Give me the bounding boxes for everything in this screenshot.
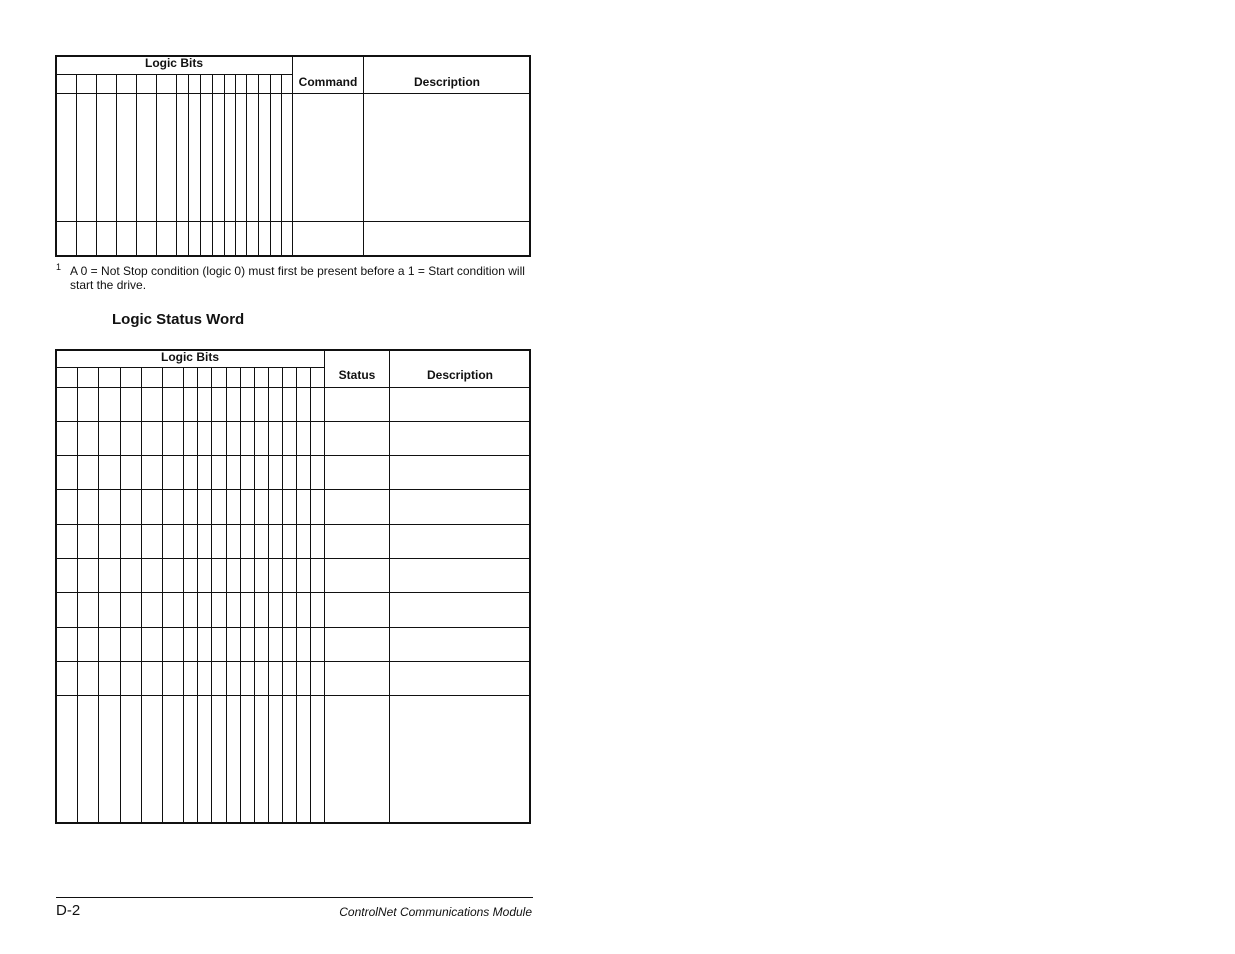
command-table-bit-column-rule — [224, 74, 225, 256]
status-table-row-rule — [56, 524, 530, 525]
status-table-bit-column-rule — [77, 367, 78, 823]
page-number: D-2 — [56, 902, 81, 919]
status-table-row-rule — [56, 661, 530, 662]
footnote-text: A 0 = Not Stop condition (logic 0) must first be present before a 1 = Start condition will start the drive. — [70, 264, 525, 292]
status-table-row-rule — [56, 489, 530, 490]
status-table-row-rule — [56, 558, 530, 559]
command-table-bit-column-rule — [258, 74, 259, 256]
command-table-description-header: Description — [413, 75, 480, 89]
status-table-bits-header-rule — [56, 367, 325, 368]
status-table-row-rule — [56, 455, 530, 456]
command-table-bit-column-rule — [188, 74, 189, 256]
command-table-bit-column-rule — [270, 74, 271, 256]
status-table-bit-column-rule — [98, 367, 99, 823]
status-table-row-rule — [56, 421, 530, 422]
command-table-bit-column-rule — [76, 74, 77, 256]
command-table-bit-column-rule — [235, 74, 236, 256]
status-table-bit-column-rule — [310, 367, 311, 823]
status-table-bit-column-rule — [120, 367, 121, 823]
command-table-bit-column-rule — [176, 74, 177, 256]
status-table-bit-column-rule — [240, 367, 241, 823]
status-table-status-header: Status — [338, 368, 376, 382]
status-table-bit-column-rule — [268, 367, 269, 823]
command-table-row-rule — [56, 221, 530, 222]
command-table-bit-column-rule — [156, 74, 157, 256]
status-table-description-header: Description — [426, 368, 493, 382]
status-table-row-rule — [56, 592, 530, 593]
status-table-bit-column-rule — [211, 367, 212, 823]
command-table-logic-bits-header: Logic Bits — [144, 56, 203, 70]
document-title: ControlNet Communications Module — [339, 905, 532, 919]
status-table-bit-column-rule — [162, 367, 163, 823]
status-table-bit-column-rule — [183, 367, 184, 823]
status-table-logic-bits-header: Logic Bits — [160, 350, 219, 364]
command-table-bit-column-rule — [212, 74, 213, 256]
command-table-bit-column-rule — [246, 74, 247, 256]
status-table-bit-column-rule — [296, 367, 297, 823]
status-table-description-col-rule — [389, 350, 390, 823]
status-table-bit-column-rule — [282, 367, 283, 823]
command-table-bit-column-rule — [136, 74, 137, 256]
command-table-bit-column-rule — [200, 74, 201, 256]
status-table-status-col-rule — [324, 350, 325, 823]
command-table-bit-column-rule — [281, 74, 282, 256]
command-table-bit-column-rule — [116, 74, 117, 256]
status-table-bit-column-rule — [226, 367, 227, 823]
command-table-command-header: Command — [298, 75, 358, 89]
status-table-bit-column-rule — [254, 367, 255, 823]
status-table-row-rule — [56, 627, 530, 628]
footnote-mark: 1 — [56, 262, 62, 272]
status-table-bit-column-rule — [141, 367, 142, 823]
status-table-bit-column-rule — [197, 367, 198, 823]
status-table-row-rule — [56, 695, 530, 696]
command-table-bit-column-rule — [96, 74, 97, 256]
command-table-header-rule — [56, 93, 530, 94]
logic-status-word-title: Logic Status Word — [112, 311, 245, 328]
footer-rule — [56, 897, 533, 898]
status-table-row-rule — [56, 387, 530, 388]
